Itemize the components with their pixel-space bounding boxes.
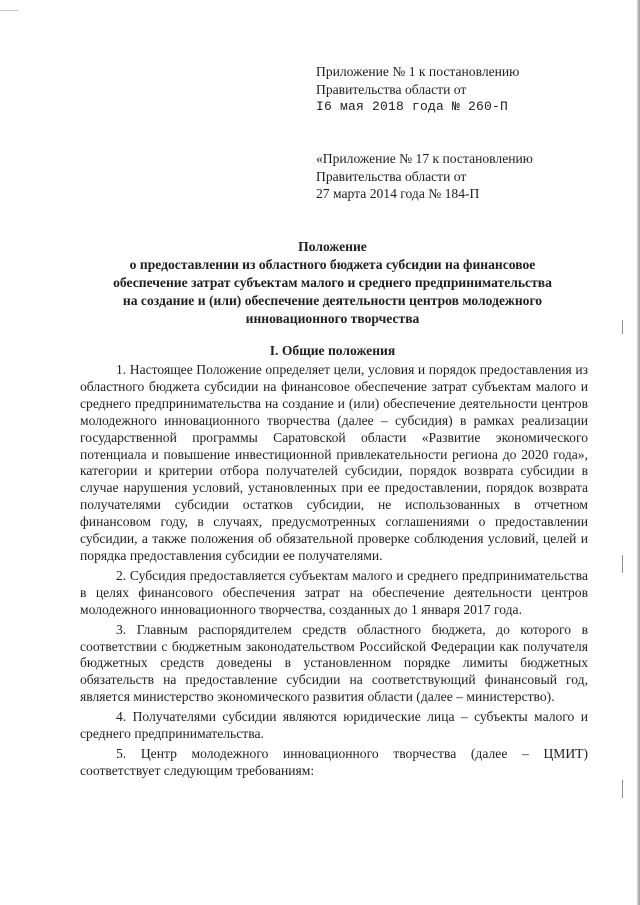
annex-reference-original	[316, 150, 616, 203]
paragraph: 1. Настоящее Положение определяет цели, условия и порядок предоставления из областного бюджета субсидии на финансовое обеспечение затрат субъектам малого и среднего предпринимательства на создание и (или) обеспечение деятельности центров молодежного инновационного творчества (далее – субсидия) в рамках реализации государственной программы Саратовской области «Развитие экономического потенциала и повышение инвестиционной привлекательности региона до 2020 года», категории и критерии отбора получателей субсидии, порядок возврата субсидии в случае нарушения условий, установленных при ее предоставлении, порядок возврата получателями субсидии остатков субсидии, не использованных в отчетном финансовом году, в случаях, предусмотренных соглашениями о предоставлении субсидии, а также положения об обязательной проверке соблюдения условий, целей и порядка предоставления субсидии ее получателями.	[80, 362, 588, 563]
annex-date-number: I6 мая 2018 года № 260-П	[316, 99, 509, 114]
annex-reference-current	[316, 63, 616, 116]
annex-line: Приложение № 1 к постановлению	[316, 64, 520, 79]
annex-date-number: 27 марта 2014 года № 184-П	[316, 186, 480, 201]
section-heading: I. Общие положения	[269, 343, 396, 358]
paragraph: 2. Субсидия предоставляется субъектам малого и среднего предпринимательства в целях финансового обеспечения затрат на обеспечение деятельности центров молодежного инновационного творчества, созданных до 1 января 2017 года.	[80, 567, 588, 617]
paragraph: 3. Главным распорядителем средств областного бюджета, до которого в соответствии с бюджетным законодательством Российской Федерации как получателя бюджетных средств доведены в установленном порядке лимиты бюджетных обязательств на предоставление субсидии на соответствующий финансовый год, является министерство экономического развития области (далее – министерство).	[80, 621, 588, 705]
document-body	[80, 362, 588, 783]
scan-margin-mark	[622, 555, 623, 573]
title-line: Положение	[298, 239, 367, 254]
paragraph: 4. Получателями субсидии являются юридические лица – субъекты малого и среднего предпринимательства.	[80, 709, 588, 742]
paragraph: 5. Центр молодежного инновационного творчества (далее – ЦМИТ) соответствует следующим требованиям:	[80, 745, 588, 778]
scan-corner-mark	[0, 0, 18, 11]
scan-margin-mark	[622, 780, 623, 798]
annex-line: «Приложение № 17 к постановлению	[316, 151, 533, 166]
scan-margin-mark	[622, 320, 623, 334]
annex-line: Правительства области от	[316, 168, 467, 184]
annex-line: Правительства области от	[316, 81, 467, 97]
title-line: обеспечение затрат субъектам малого и среднего предпринимательства	[113, 275, 552, 290]
title-line: о предоставлении из областного бюджета субсидии на финансовое	[129, 257, 536, 272]
document-title	[80, 238, 585, 328]
title-line: на создание и (или) обеспечение деятельности центров молодежного	[122, 293, 543, 308]
title-line: инновационного творчества	[245, 311, 420, 326]
